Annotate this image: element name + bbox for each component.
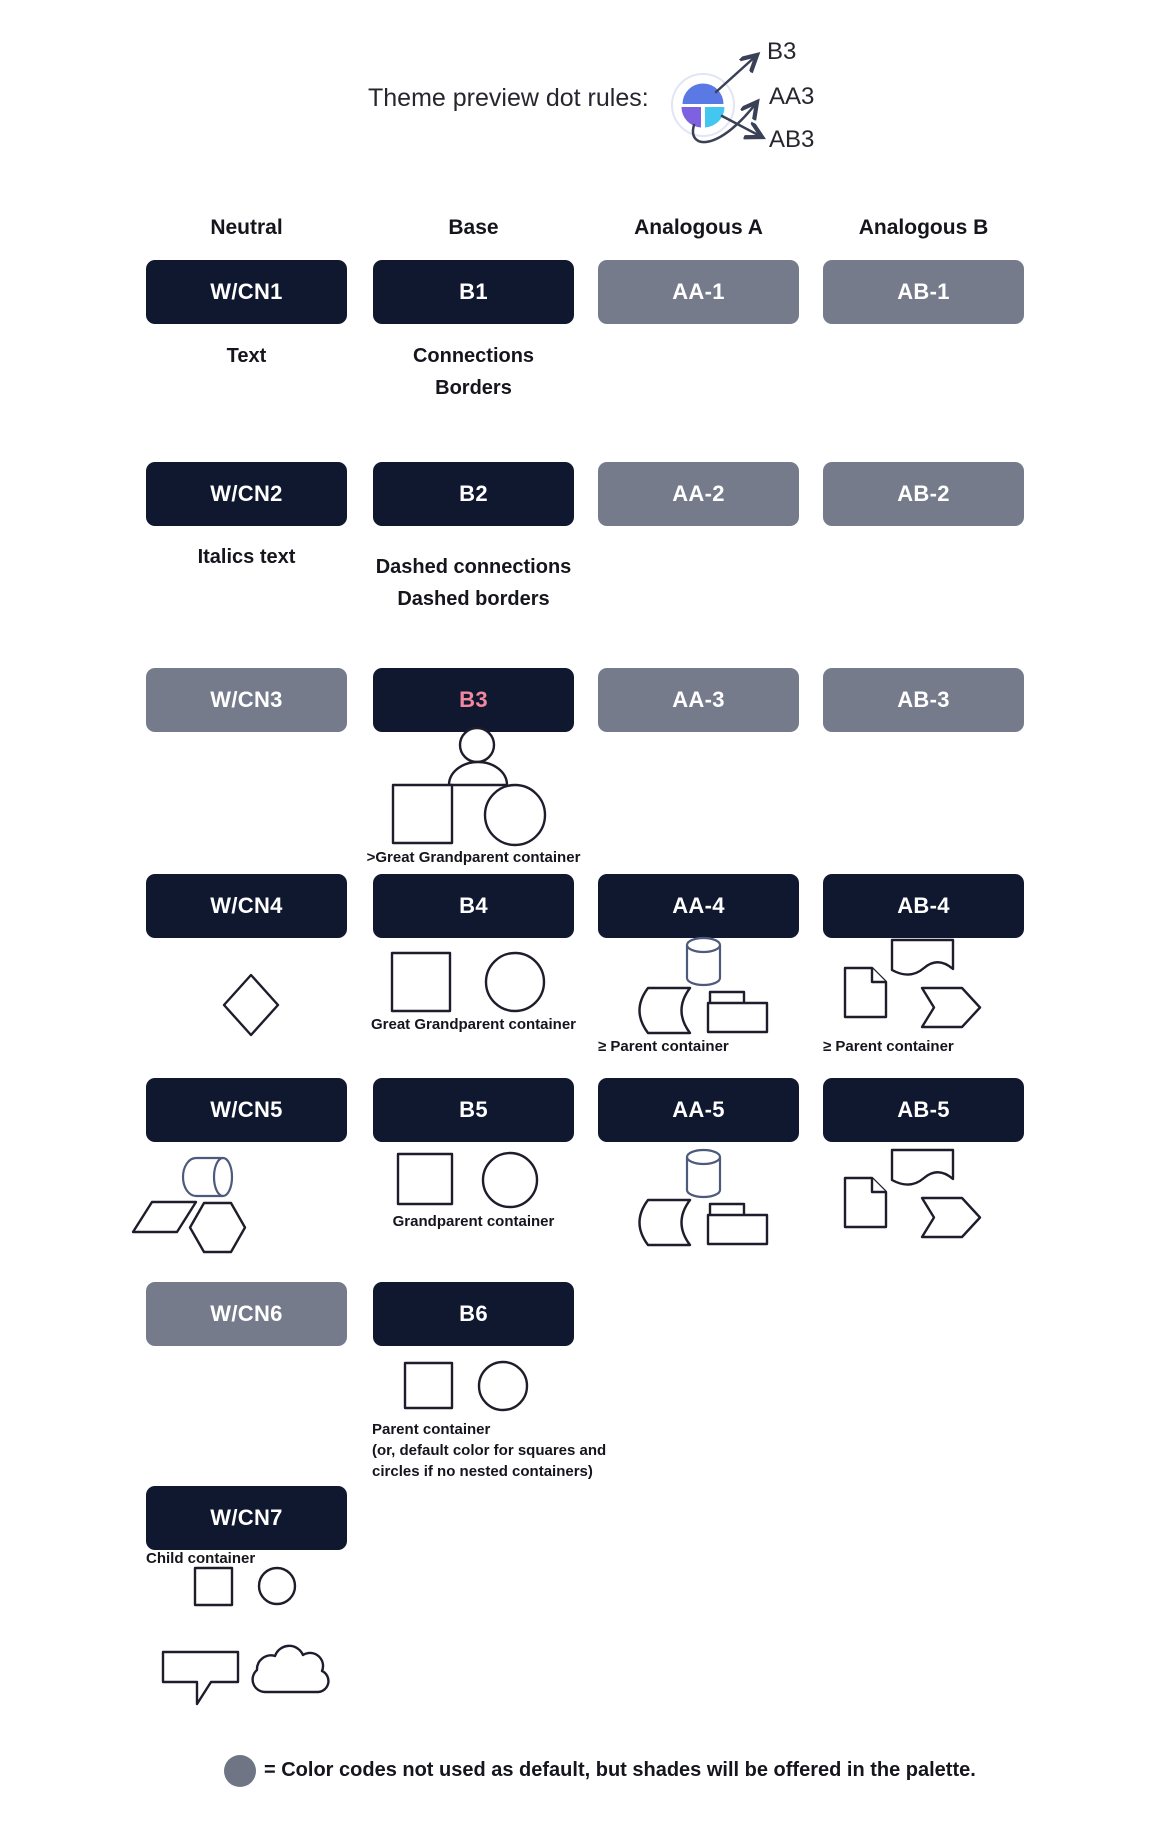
swatch-b5: B5 — [373, 1078, 574, 1142]
cylinder-top-icon — [687, 1150, 720, 1164]
caption-b5: Grandparent container — [392, 1213, 555, 1230]
legend-text: = Color codes not used as default, but shades will be offered in the palette. — [264, 1759, 976, 1781]
swatch-b3: B3 — [373, 668, 574, 732]
swatch-aa1: AA-1 — [598, 260, 799, 324]
square-icon — [392, 953, 450, 1011]
square-icon — [398, 1154, 452, 1204]
swatch-wcn6: W/CN6 — [146, 1282, 347, 1346]
folder-body-icon — [708, 1215, 767, 1244]
swatch-aa3: AA-3 — [598, 668, 799, 732]
stored-data-icon — [640, 988, 691, 1033]
swatch-b1: B1 — [373, 260, 574, 324]
page-title: Theme preview dot rules: — [368, 84, 649, 112]
wcn4-shape-group — [196, 972, 306, 1038]
swatch-wcn2: W/CN2 — [146, 462, 347, 526]
aa4-shape-group — [598, 925, 799, 1040]
document-fold-icon — [872, 1178, 886, 1192]
swatch-ab1: AB-1 — [823, 260, 1024, 324]
ab4-shape-group — [823, 925, 1024, 1040]
swatch-ab3: AB-3 — [823, 668, 1024, 732]
swatch-wcn1: W/CN1 — [146, 260, 347, 324]
circle-icon — [483, 1153, 537, 1207]
swatch-aa4: AA-4 — [598, 874, 799, 938]
square-icon — [393, 785, 452, 843]
tape-icon — [892, 1150, 953, 1185]
swatch-aa5: AA-5 — [598, 1078, 799, 1142]
diamond-icon — [224, 975, 278, 1035]
swatch-wcn3: W/CN3 — [146, 668, 347, 732]
column-header-neutral: Neutral — [210, 216, 283, 239]
document-icon — [845, 1178, 886, 1227]
swatch-ab4: AB-4 — [823, 874, 1024, 938]
column-header-base: Base — [448, 216, 499, 239]
person-shoulders-icon — [449, 762, 507, 785]
caption-text: Text — [226, 345, 267, 367]
caption-b3: >Great Grandparent container — [366, 849, 581, 866]
wcn7-shape-group — [125, 1560, 355, 1715]
ab5-shape-group — [823, 1135, 1024, 1250]
caption-borders: Borders — [435, 377, 512, 399]
column-header-analogous-a: Analogous A — [634, 216, 763, 239]
person-icon — [460, 728, 494, 762]
swatch-wcn5: W/CN5 — [146, 1078, 347, 1142]
square-icon — [405, 1363, 452, 1408]
b3-shape-group — [373, 660, 593, 852]
parallelogram-icon — [133, 1202, 196, 1232]
chevron-icon — [922, 988, 980, 1027]
b5-shape-group — [373, 1150, 574, 1210]
circle-icon — [259, 1568, 295, 1604]
caption-b6 — [372, 1419, 606, 1482]
swatch-b6: B6 — [373, 1282, 574, 1346]
dot-rule-label-aa3: AA3 — [769, 83, 815, 110]
b4-shape-group — [373, 948, 574, 1018]
cloud-icon — [253, 1646, 329, 1692]
swatch-wcn7: W/CN7 — [146, 1486, 347, 1550]
speech-bubble-icon — [163, 1652, 238, 1704]
legend-dot-icon — [224, 1755, 256, 1787]
hexagon-icon — [190, 1203, 245, 1252]
caption-b6-line1: Parent container — [372, 1421, 491, 1438]
circle-icon — [485, 785, 545, 845]
dot-segment-base-icon — [683, 84, 724, 105]
caption-b6-line2: (or, default color for squares and — [372, 1442, 607, 1459]
caption-dashed-borders: Dashed borders — [397, 588, 550, 610]
caption-dashed-connections: Dashed connections — [375, 556, 572, 578]
folder-body-icon — [708, 1003, 767, 1032]
dot-rule-label-ab3: AB3 — [769, 126, 815, 153]
caption-b4: Great Grandparent container — [370, 1016, 577, 1033]
caption-wcn7: Child container — [146, 1550, 256, 1567]
column-header-analogous-b: Analogous B — [858, 216, 989, 239]
document-icon — [845, 968, 886, 1017]
cylinder-top-icon — [687, 938, 720, 952]
aa5-shape-group — [598, 1137, 799, 1252]
dot-rule-label-b3: B3 — [767, 38, 797, 65]
square-icon — [195, 1568, 232, 1605]
swatch-wcn4: W/CN4 — [146, 874, 347, 938]
tape-icon — [892, 940, 953, 975]
swatch-b2: B2 — [373, 462, 574, 526]
document-fold-icon — [872, 968, 886, 982]
wcn5-shape-group — [125, 1140, 326, 1260]
swatch-ab5: AB-5 — [823, 1078, 1024, 1142]
dot-segment-analogous-b-icon — [682, 107, 702, 128]
dot-segment-analogous-a-icon — [705, 107, 725, 128]
caption-b6-line3: circles if no nested containers) — [372, 1463, 593, 1480]
swatch-ab2: AB-2 — [823, 462, 1024, 526]
circle-icon — [479, 1362, 527, 1410]
b6-shape-group — [373, 1356, 574, 1412]
stored-data-icon — [640, 1200, 691, 1245]
cylinder-cap-icon — [214, 1158, 232, 1196]
swatch-b4: B4 — [373, 874, 574, 938]
chevron-icon — [922, 1198, 980, 1237]
circle-icon — [486, 953, 544, 1011]
caption-italics-text: Italics text — [197, 546, 296, 568]
caption-aa4: ≥ Parent container — [598, 1038, 729, 1055]
arrow-to-b3-icon — [716, 55, 757, 92]
caption-ab4: ≥ Parent container — [823, 1038, 954, 1055]
swatch-aa2: AA-2 — [598, 462, 799, 526]
caption-connections: Connections — [412, 345, 535, 367]
